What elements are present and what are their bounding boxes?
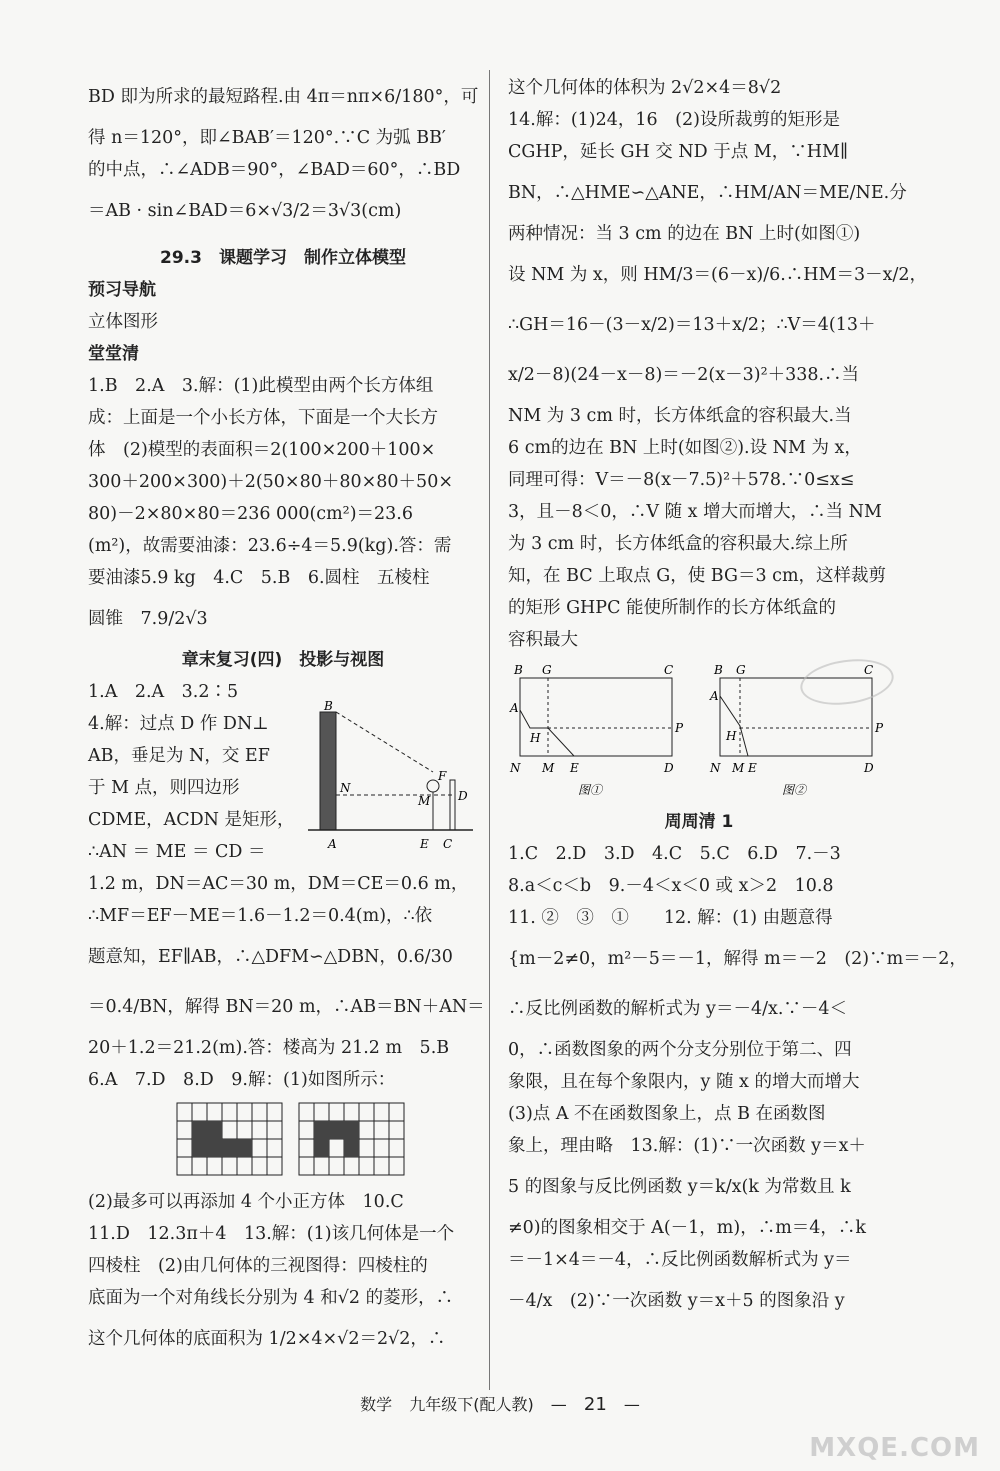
section-title: 周周清 1 [664, 812, 734, 832]
text-line: 的矩形 GHPC 能使所制作的长方体纸盒的 [508, 598, 837, 618]
figure-1-caption: 图① [578, 783, 603, 797]
svg-text:N: N [340, 781, 351, 795]
svg-text:M: M [418, 794, 431, 808]
text-line: 1.C 2.D 3.D 4.C 5.C 6.D 7.－3 [508, 844, 841, 864]
text-line: (2)最多可以再添加 4 个小正方体 10.C [88, 1192, 404, 1212]
text-line: (3)点 A 不在函数图象上，点 B 在函数图 [508, 1104, 826, 1124]
text-line: ∴AN ＝ ME ＝ CD ＝ [88, 842, 266, 862]
text-line: 300＋200×300)＋2(50×80＋80×80＋50× [88, 472, 453, 492]
text-line: 设 NM 为 x，则 HM/3＝(6－x)/6.∴HM＝3－x/2， [508, 265, 928, 285]
text-line: 容积最大 [508, 630, 578, 650]
text-line: 立体图形 [88, 312, 158, 332]
text-line: 4.解：过点 D 作 DN⊥ [88, 714, 269, 734]
text-line: 成：上面是一个小长方体，下面是一个大长方 [88, 408, 438, 428]
svg-text:B: B [324, 699, 333, 713]
section-title: 章末复习(四) 投影与视图 [181, 650, 385, 670]
svg-text:A: A [328, 837, 337, 851]
text-line: 于 M 点，则四边形 [88, 778, 240, 798]
text-line: 14.解：(1)24，16 (2)设所裁剪的矩形是 [508, 110, 840, 130]
grid-view-right [298, 1102, 408, 1178]
text-line: 为 3 cm 时，长方体纸盒的容积最大.综上所 [508, 534, 848, 554]
footer-grade: 九年级下(配人教) [409, 1395, 534, 1414]
text-line: 8.a＜c＜b 9.－4＜x＜0 或 x＞2 10.8 [508, 876, 834, 896]
left-column [88, 72, 485, 1364]
text-line: 知，在 BC 上取点 G，使 BG＝3 cm，这样裁剪 [508, 566, 887, 586]
watermark-logo: MXQE.COM [809, 1433, 980, 1463]
text-line: 这个几何体的体积为 2√2×4＝8√2 [508, 78, 782, 98]
column-divider [489, 70, 490, 1390]
figure-1 [508, 660, 688, 805]
figure-2-caption: 图② [782, 783, 807, 797]
subsection-title: 预习导航 [88, 280, 156, 300]
svg-text:B: B [714, 663, 723, 677]
svg-text:P: P [675, 721, 684, 735]
text-line: 的中点，∴∠ADB＝90°，∠BAD＝60°，∴BD [88, 160, 461, 180]
text-line: 象上，理由略 13.解：(1)∵一次函数 y＝x＋ [508, 1136, 866, 1156]
svg-text:A: A [510, 701, 519, 715]
building-shadow-figure [298, 700, 478, 870]
text-line: 题意知，EF∥AB，∴△DFM∽△DBN，0.6/30 [88, 947, 453, 967]
text-line: 同理可得：V＝－8(x－7.5)²＋578.∵0≤x≤ [508, 470, 855, 490]
svg-text:M: M [732, 761, 745, 775]
text-line: 5 的图象与反比例函数 y＝k/x(k 为常数且 k [508, 1177, 851, 1197]
svg-text:M: M [542, 761, 555, 775]
problem-4-block [88, 699, 478, 868]
text-line: ＝－1×4＝－4，∴反比例函数解析式为 y＝ [508, 1250, 852, 1270]
text-line: (m²)，故需要油漆：23.6÷4＝5.9(kg).答：需 [88, 536, 452, 556]
text-line: 1.2 m，DN＝AC＝30 m，DM＝CE＝0.6 m， [88, 874, 469, 894]
svg-text:P: P [875, 721, 884, 735]
subsection-title: 堂堂清 [88, 344, 139, 364]
text-line: ∴反比例函数的解析式为 y＝－4/x.∵－4＜ [508, 999, 848, 1019]
text-line: ＝0.4/BN，解得 BN＝20 m，∴AB＝BN＋AN＝ [88, 997, 485, 1017]
text-line: 1.A 2.A 3.2∶5 [88, 682, 239, 702]
text-line: {m－2≠0，m²－5＝－1，解得 m＝－2 (2)∵m＝－2， [508, 949, 967, 969]
text-line: 20＋1.2＝21.2(m).答：楼高为 21.2 m 5.B [88, 1038, 450, 1058]
svg-text:D: D [664, 761, 674, 775]
page-footer: 数学 九年级下(配人教) — 21 — [360, 1394, 640, 1415]
text-line: BD 即为所求的最短路程.由 4π＝nπ×6/180°，可 [88, 87, 479, 107]
text-line: 得 n＝120°，即∠BAB′＝120°.∵C 为弧 BB′ [88, 128, 446, 148]
text-line: 要油漆5.9 kg 4.C 5.B 6.圆柱 五棱柱 [88, 568, 430, 588]
section-title: 29.3 课题学习 制作立体模型 [160, 248, 406, 268]
svg-text:F: F [438, 769, 447, 783]
text-line: CGHP，延长 GH 交 ND 于点 M，∵HM∥ [508, 142, 848, 162]
text-line: x/2－8)(24－x－8)＝－2(x－3)²＋338.∴当 [508, 365, 860, 385]
text-line: 6.A 7.D 8.D 9.解：(1)如图所示： [88, 1070, 396, 1090]
page-number: 21 [583, 1394, 607, 1415]
text-line: 3，且－8＜0，∴V 随 x 增大而增大，∴当 NM [508, 502, 882, 522]
svg-text:B: B [514, 663, 523, 677]
text-line: ＝AB · sin∠BAD＝6×√3/2＝3√3(cm) [88, 201, 402, 221]
text-line: 象限，且在每个象限内，y 随 x 的增大而增大 [508, 1072, 860, 1092]
text-line: 两种情况：当 3 cm 的边在 BN 上时(如图①) [508, 224, 861, 244]
text-line: ≠0)的图象相交于 A(－1，m)，∴m＝4，∴k [508, 1218, 867, 1238]
text-line: NM 为 3 cm 时，长方体纸盒的容积最大.当 [508, 406, 852, 426]
text-line: 0，∴函数图象的两个分支分别位于第二、四 [508, 1040, 852, 1060]
svg-text:A: A [710, 689, 719, 703]
text-line: 1.B 2.A 3.解：(1)此模型由两个长方体组 [88, 376, 434, 396]
text-line: 80)－2×80×80＝236 000(cm²)＝23.6 [88, 504, 413, 524]
text-line: ∴MF＝EF－ME＝1.6－1.2＝0.4(m)，∴依 [88, 906, 433, 926]
text-line: 这个几何体的底面积为 1/2×4×√2＝2√2，∴ [88, 1329, 446, 1349]
text-line: CDME，ACDN 是矩形， [88, 810, 295, 830]
svg-text:N: N [710, 761, 721, 775]
svg-text:G: G [542, 663, 552, 677]
text-line: 体 (2)模型的表面积＝2(100×200＋100× [88, 440, 436, 460]
svg-text:C: C [664, 663, 674, 677]
svg-text:D: D [864, 761, 874, 775]
svg-text:E: E [748, 761, 757, 775]
text-line: 圆锥 7.9/2√3 [88, 609, 208, 629]
footer-subject: 数学 [360, 1395, 393, 1414]
text-line: 11.D 12.3π＋4 13.解：(1)该几何体是一个 [88, 1224, 455, 1244]
grid-view-left [176, 1102, 286, 1178]
text-line: ∴GH＝16－(3－x/2)＝13＋x/2；∴V＝4(13＋ [508, 315, 876, 335]
svg-text:G: G [736, 663, 746, 677]
svg-text:E: E [420, 837, 429, 851]
svg-text:E: E [570, 761, 579, 775]
grid-figure [88, 1102, 478, 1182]
text-line: 四棱柱 (2)由几何体的三视图得：四棱柱的 [88, 1256, 428, 1276]
svg-text:H: H [726, 729, 737, 743]
text-line: AB，垂足为 N，交 EF [88, 746, 270, 766]
svg-text:C: C [443, 837, 453, 851]
svg-text:D: D [458, 789, 468, 803]
text-line: 底面为一个对角线长分别为 4 和√2 的菱形，∴ [88, 1288, 454, 1308]
text-line: BN，∴△HME∽△ANE，∴HM/AN＝ME/NE.分 [508, 183, 907, 203]
text-line: －4/x (2)∵一次函数 y＝x＋5 的图象沿 y [508, 1291, 845, 1311]
text-line: 6 cm的边在 BN 上时(如图②).设 NM 为 x， [508, 438, 862, 458]
text-line: 11. ② ③ ① 12. 解：(1) 由题意得 [508, 908, 833, 928]
svg-text:C: C [864, 663, 874, 677]
svg-text:N: N [510, 761, 521, 775]
svg-text:H: H [530, 731, 541, 745]
